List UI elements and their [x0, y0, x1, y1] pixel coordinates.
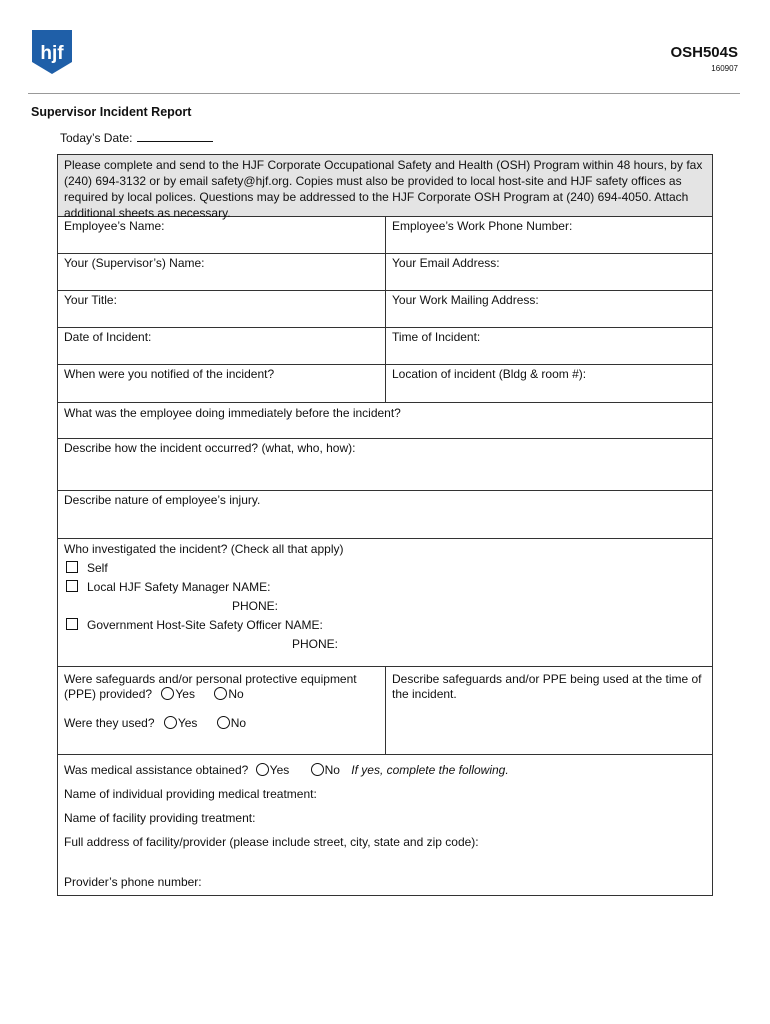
safeguards-provided-cell	[58, 667, 386, 754]
employee-name-label: Employee’s Name:	[64, 219, 165, 233]
investigation-section	[57, 539, 713, 667]
row-notified-location	[57, 365, 713, 403]
local-manager-checkbox[interactable]	[66, 580, 78, 592]
ppe-provided-no-radio[interactable]	[214, 687, 227, 700]
incident-form	[57, 154, 713, 896]
medical-yes-label: Yes	[269, 763, 290, 777]
investigator-local-manager-option[interactable]	[64, 578, 706, 597]
medical-address-field[interactable]: Full address of facility/provider (please include street, city, state and zip code):	[64, 835, 479, 849]
todays-date-label: Today’s Date:	[60, 131, 133, 145]
todays-date-field[interactable]	[60, 131, 213, 145]
injury-nature-label: Describe nature of employee’s injury.	[64, 493, 261, 507]
medical-question: Was medical assistance obtained?	[64, 763, 249, 777]
svg-text:hjf: hjf	[40, 43, 64, 64]
doing-before-label: What was the employee doing immediately before the incident?	[64, 406, 401, 420]
medical-individual-field[interactable]: Name of individual providing medical treatment:	[64, 787, 317, 801]
ppe-used-yes-label: Yes	[177, 716, 198, 730]
ppe-used-no-radio[interactable]	[217, 716, 230, 729]
row-date-time	[57, 328, 713, 365]
ppe-provided-yes-radio[interactable]	[161, 687, 174, 700]
incident-date-label: Date of Incident:	[64, 330, 152, 344]
ppe-provided-label: (PPE) provided?	[64, 687, 153, 701]
gov-officer-label: Government Host-Site Safety Officer NAME:	[87, 618, 323, 632]
local-manager-phone-label: PHONE:	[232, 599, 279, 613]
location-label: Location of incident (Bldg & room #):	[392, 367, 587, 381]
ppe-provided-no-label: No	[228, 687, 244, 701]
medical-question-row	[64, 758, 706, 782]
page-title: Supervisor Incident Report	[31, 105, 192, 119]
medical-note: If yes, complete the following.	[351, 763, 509, 777]
incident-time-label: Time of Incident:	[392, 330, 481, 344]
investigation-question: Who investigated the incident? (Check all that apply)	[64, 542, 344, 556]
row-title	[57, 291, 713, 328]
instructions-box: Please complete and send to the HJF Corporate Occupational Safety and Health (OSH) Program within 48 hours, by fax (240) 694-3132 or by email safety@hjf.org. Copies must also be provided to local host-site and HJF safety offices as required by local polices. Questions may be addressed to the HJF Corporate OSH Program at (240) 694-4050. Attach additional sheets as necessary.	[57, 154, 713, 217]
todays-date-line[interactable]	[137, 131, 213, 142]
employee-name-field[interactable]	[58, 217, 386, 253]
header-divider	[28, 93, 740, 94]
safeguards-question: Were safeguards and/or personal protective equipment	[64, 672, 357, 686]
notified-field[interactable]	[58, 365, 386, 402]
title-label: Your Title:	[64, 293, 117, 307]
medical-no-radio[interactable]	[311, 763, 324, 776]
email-field[interactable]	[386, 254, 712, 290]
medical-no-label: No	[324, 763, 340, 777]
employee-phone-field[interactable]	[386, 217, 712, 253]
mailing-address-label: Your Work Mailing Address:	[392, 293, 539, 307]
notified-label: When were you notified of the incident?	[64, 367, 275, 381]
how-occurred-field[interactable]	[57, 439, 713, 491]
row-supervisor	[57, 254, 713, 291]
gov-officer-checkbox[interactable]	[66, 618, 78, 630]
investigator-self-option[interactable]	[64, 559, 706, 578]
location-field[interactable]	[386, 365, 712, 402]
supervisor-name-label: Your (Supervisor’s) Name:	[64, 256, 205, 270]
self-label: Self	[87, 561, 108, 575]
local-manager-label: Local HJF Safety Manager NAME:	[87, 580, 271, 594]
title-field[interactable]	[58, 291, 386, 327]
incident-time-field[interactable]	[386, 328, 712, 364]
safeguards-describe-label: Describe safeguards and/or PPE being used at the time of the incident.	[392, 672, 702, 701]
form-code: OSH504S	[670, 44, 738, 61]
ppe-used-group	[64, 716, 379, 731]
gov-officer-phone-label: PHONE:	[292, 637, 339, 651]
ppe-provided-group	[64, 687, 379, 702]
supervisor-name-field[interactable]	[58, 254, 386, 290]
row-safeguards	[57, 667, 713, 755]
ppe-used-yes-radio[interactable]	[164, 716, 177, 729]
form-revision: 160907	[711, 64, 738, 73]
how-occurred-label: Describe how the incident occurred? (what, who, how):	[64, 441, 356, 455]
ppe-provided-yes-label: Yes	[175, 687, 195, 701]
doing-before-field[interactable]	[57, 403, 713, 439]
mailing-address-field[interactable]	[386, 291, 712, 327]
ppe-used-no-label: No	[230, 716, 247, 730]
self-checkbox[interactable]	[66, 561, 78, 573]
provider-phone-field[interactable]: Provider’s phone number:	[64, 875, 202, 889]
ppe-used-label: Were they used?	[64, 716, 155, 730]
email-label: Your Email Address:	[392, 256, 500, 270]
safeguards-describe-field[interactable]	[386, 667, 712, 754]
row-employee	[57, 217, 713, 254]
injury-nature-field[interactable]	[57, 491, 713, 539]
medical-yes-radio[interactable]	[256, 763, 269, 776]
hjf-logo	[28, 28, 76, 76]
medical-facility-field[interactable]: Name of facility providing treatment:	[64, 811, 256, 825]
incident-date-field[interactable]	[58, 328, 386, 364]
investigator-gov-officer-option[interactable]	[64, 616, 706, 635]
employee-phone-label: Employee’s Work Phone Number:	[392, 219, 573, 233]
medical-section	[57, 755, 713, 896]
